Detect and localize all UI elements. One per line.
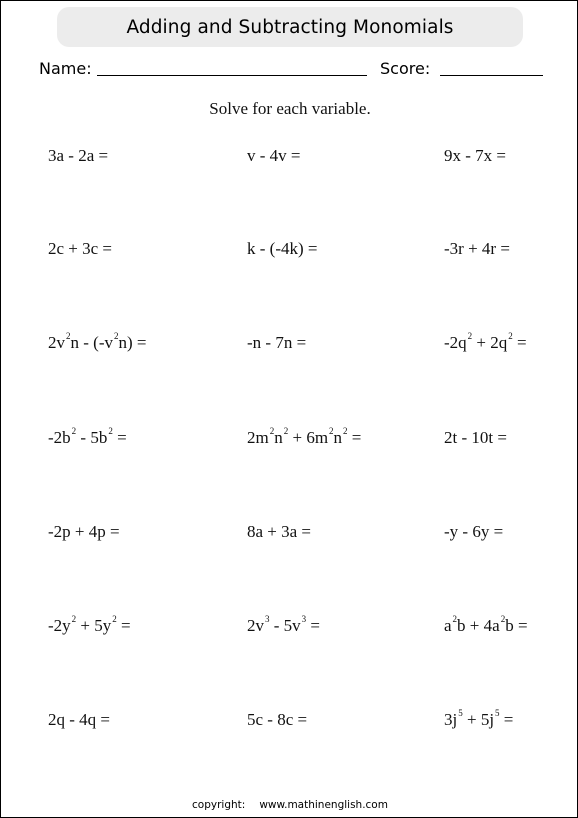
problem-r6-c2: $2v^3 - 5v^3$ = [247, 614, 321, 635]
problem-r1-c3: 9x - 7x = [444, 146, 506, 165]
problem-r5-c1: -2p + 4p = [48, 522, 120, 541]
problem-r2-c1: 2c + 3c = [48, 239, 113, 258]
title-banner [57, 7, 523, 47]
problem-r7-c3: $3j^5 + 5j^5$ = [444, 708, 514, 729]
problem-r4-c2: $2m^2n^2 + 6m^2n^2$ = [247, 426, 362, 447]
name-blank [97, 75, 367, 76]
name-score-row [39, 57, 541, 81]
problem-r6-c1: $-2y^2 + 5y^2$ = [48, 614, 131, 635]
problem-r3-c2: -n - 7n = [247, 333, 307, 352]
problem-r2-c2: k - (-4k) = [247, 239, 318, 258]
problem-r3-c3: $-2q^2 + 2q^2$ = [444, 331, 527, 352]
problem-r4-c3: 2t - 10t = [444, 428, 507, 447]
instructions: Solve for each variable. [209, 99, 371, 118]
score-blank [440, 75, 543, 76]
problem-r7-c1: 2q - 4q = [48, 710, 110, 729]
worksheet-title: Adding and Subtracting Monomials [126, 16, 454, 38]
problem-r1-c1: 3a - 2a = [48, 146, 109, 165]
problem-r4-c1: $-2b^2 - 5b^2$ = [48, 426, 127, 447]
problem-r6-c3: $a^2b + 4a^2b$ = [444, 614, 528, 635]
problem-r5-c2: 8a + 3a = [247, 522, 312, 541]
name-label: Name: [39, 59, 92, 78]
problem-r1-c2: v - 4v = [247, 146, 301, 165]
site-url: www.mathinenglish.com [259, 799, 388, 811]
copyright-footer [1, 799, 578, 811]
problem-r2-c3: -3r + 4r = [444, 239, 510, 258]
score-label: Score: [380, 59, 431, 78]
problem-r3-c1: $2v^2n - (-v^2n)$ = [48, 331, 147, 352]
copyright-label: copyright: [192, 799, 246, 811]
problem-r7-c2: 5c - 8c = [247, 710, 308, 729]
problem-r5-c3: -y - 6y = [444, 522, 504, 541]
